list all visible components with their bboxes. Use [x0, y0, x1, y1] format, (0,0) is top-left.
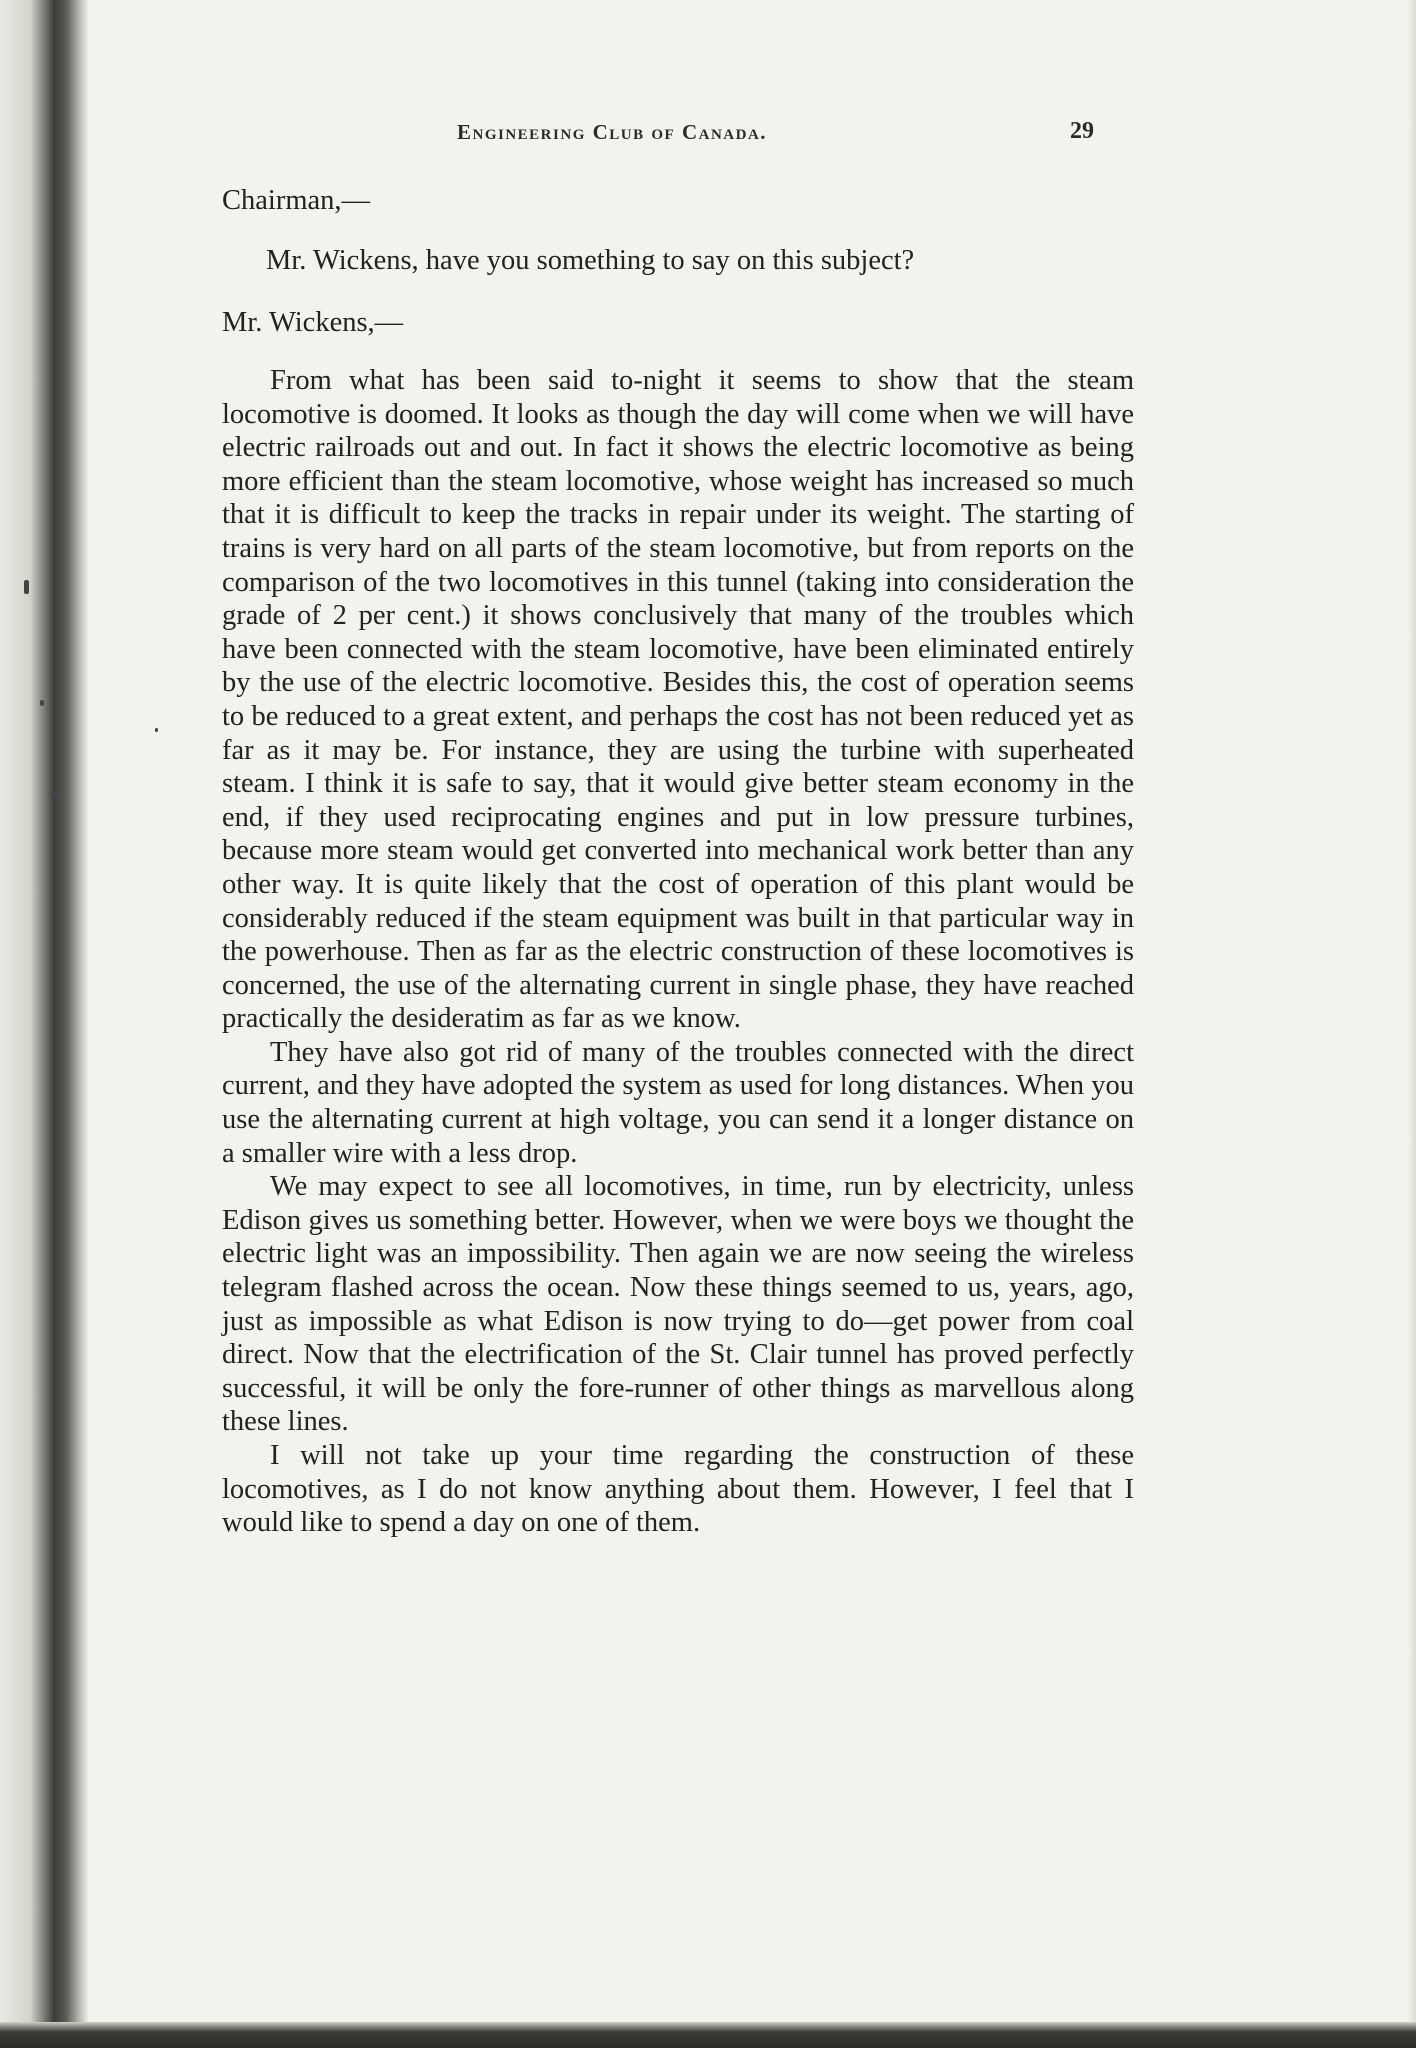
paragraph: From what has been said to-night it seems to show that the steam locomotive is doomed. It looks as though the day will come when we will have electric railroads out and out. In fact it shows the electric locomotive as being more efficient than the steam locomotive, whose weight has increased so much that it is difficult to keep the tracks in repair under its weight. The starting of trains is very hard on all parts of the steam locomotive, but from reports on the comparison of the two locomotives in this tunnel (taking into consideration the grade of 2 per cent.) it shows conclusively that many of the troubles which have been connected with the steam locomotive, have been eliminated entirely by the use of the electric locomotive. Besides this, the cost of operation seems to be reduced to a great extent, and perhaps the cost has not been reduced yet as far as it may be. For instance, they are using the turbine with superheated steam. I think it is safe to say, that it would give better steam economy in the end, if they used reciprocating engines and put in low pressure turbines, because more steam would get converted into mechanical work better than any other way. It is quite likely that the cost of operation of this plant would be considerably reduced if the steam equipment was built in that particular way in the powerhouse. Then as far as the electric construction of these locomotives is concerned, the use of the alternating current in single phase, they have reached practically the desideratim as far as we know. [222, 365, 1134, 1035]
gutter-speck [155, 728, 158, 732]
paragraph: We may expect to see all locomotives, in time, run by electricity, unless Edison gives us something better. However, when we were boys we thought the electric light was an impossibility. Then again we are now seeing the wireless telegram flashed across the ocean. Now these things seemed to us, years, ago, just as impossible as what Edison is now trying to do—get power from coal direct. Now that the electrification of the St. Clair tunnel has proved perfectly successful, it will be only the fore-runner of other things as marvellous along these lines. [222, 1171, 1134, 1438]
page-right-edge [1408, 0, 1416, 2048]
gutter-speck [52, 792, 60, 796]
paragraph: They have also got rid of many of the troubles connected with the direct current, and they have adopted the system as used for long distances. When you use the alternating current at high voltage, you can send it a longer distance on a smaller wire with a less drop. [222, 1036, 1134, 1169]
speaker-chairman: Chairman,— [222, 185, 371, 216]
chairman-question: Mr. Wickens, have you something to say on this subject? [266, 245, 915, 276]
paragraph: I will not take up your time regarding the construction of these locomotives, as I do not know anything about them. However, I feel that I would like to spend a day on one of them. [222, 1440, 1134, 1539]
running-head [222, 114, 1134, 154]
book-page [222, 114, 1134, 1540]
book-binding-edge [0, 0, 88, 2048]
scan-bottom-border [0, 2022, 1416, 2048]
gutter-speck [24, 580, 29, 594]
speaker-wickens: Mr. Wickens,— [222, 307, 404, 338]
gutter-speck [40, 700, 44, 706]
page-number: 29 [1070, 118, 1094, 144]
running-title: Engineering Club of Canada. [457, 120, 768, 144]
